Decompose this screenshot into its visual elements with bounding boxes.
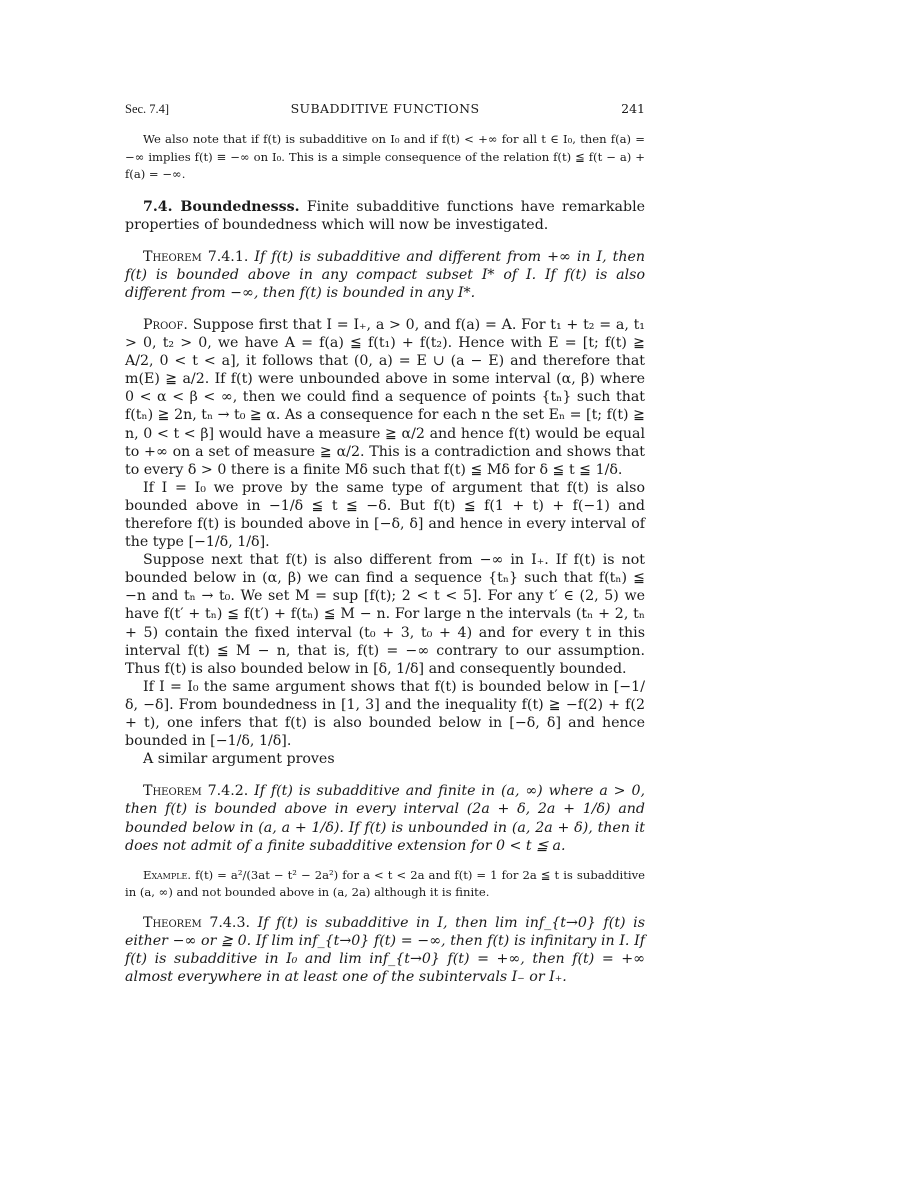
- proof-paragraph-5: A similar argument proves: [143, 751, 335, 768]
- proof-paragraph-2: If I = I₀ we prove by the same type of argument that f(t) is also bounded above in −1/δ ≦ t ≦ −δ. But f(t) ≦ f(1 + t) + f(−1) and therefore f(t) is bounded above in [−δ, δ] and hence in every interval of the type [−1/δ, 1/δ].: [125, 479, 645, 551]
- theorem-7-4-3: [125, 914, 645, 986]
- example-text: f(t) = a²/(3at − t² − 2a²) for a < t < 2a and f(t) = 1 for 2a ≦ t is subadditive in (a, ∞) and not bounded above in (a, 2a) although it is finite.: [125, 867, 646, 900]
- proof-paragraph-4: If I = I₀ the same argument shows that f(t) is bounded below in [−1/δ, −δ]. From boundedness in [1, 3] and the inequality f(t) ≧ −f(2) + f(2 + t), one infers that f(t) is also bounded below in [−δ, δ] and hence bounded in [−1/δ, 1/δ].: [125, 678, 645, 750]
- proof-text: Suppose first that I = I₊, a > 0, and f(a) = A. For t₁ + t₂ = a, t₁ > 0, t₂ > 0, we have A = f(a) ≦ f(t₁) + f(t₂). Hence with E = [t; f(t) ≧ A/2, 0 < t < a], it follows that (0, a) = E ∪ (a − E) and therefore that m(E) ≧ a/2. If f(t) were unbounded above in some interval (α, β) where 0 < α < β < ∞, then we could find a sequence of points {tₙ} such that f(tₙ) ≧ 2n, tₙ → t₀ ≧ α. As a consequence for each n the set Eₙ = [t; f(t) ≧ n, 0 < t < β] would have a measure ≧ α/2 and hence f(t) would be equal to +∞ on a set of measure ≧ α/2. This is a contradiction and shows that to every δ > 0 there is a finite Mδ such that f(t) ≦ Mδ for δ ≦ t ≦ 1/δ.: [125, 316, 645, 478]
- theorem-7-4-2: [125, 782, 645, 854]
- section-7-4-paragraph: [125, 198, 645, 234]
- theorem-statement: If f(t) is subadditive in I, then lim inf_{t→0} f(t) is either −∞ or ≧ 0. If lim inf_{t→0} f(t) = −∞, then f(t) is infinitary in I. If f(t) is subadditive in I₀ and lim inf_{t→0} f(t) = +∞, then f(t) = +∞ almost everywhere in at least one of the subintervals I₋ or I₊.: [125, 914, 645, 985]
- theorem-label: Theorem 7.4.1.: [143, 248, 249, 265]
- section-reference: Sec. 7.4]: [125, 102, 170, 116]
- intro-paragraph: We also note that if f(t) is subadditive on I₀ and if f(t) < +∞ for all t ∈ I₀, then f(a) = −∞ implies f(t) ≡ −∞ on I₀. This is a simple consequence of the relation f(t) ≦ f(t − a) + f(a) = −∞.: [125, 132, 645, 181]
- page-number: 241: [621, 101, 645, 116]
- section-heading: 7.4. Boundednesss.: [143, 198, 300, 215]
- section-intro-text: Finite subadditive functions have remarkable properties of boundedness which will now be investigated.: [125, 198, 645, 233]
- theorem-label: Theorem 7.4.2.: [143, 783, 249, 800]
- running-header: [125, 101, 645, 117]
- proof-label: Proof.: [143, 316, 188, 333]
- theorem-statement: If f(t) is subadditive and different from +∞ in I, then f(t) is bounded above in any compact subset I* of I. If f(t) is also different from −∞, then f(t) is bounded in any I*.: [125, 248, 645, 301]
- theorem-statement: If f(t) is subadditive and finite in (a, ∞) where a > 0, then f(t) is bounded above in every interval (2a + δ, 2a + 1/δ) and bounded below in (a, a + 1/δ). If f(t) is unbounded in (a, 2a + δ), then it does not admit of a finite subadditive extension for 0 < t ≦ a.: [125, 783, 645, 854]
- theorem-7-4-1: [125, 248, 645, 302]
- theorem-label: Theorem 7.4.3.: [143, 914, 250, 931]
- proof-paragraph-1: [125, 316, 645, 479]
- example-label: Example.: [143, 867, 192, 882]
- example-paragraph: [125, 867, 645, 902]
- running-title: SUBADDITIVE FUNCTIONS: [290, 101, 480, 116]
- proof-paragraph-3: Suppose next that f(t) is also different from −∞ in I₊. If f(t) is not bounded below in (α, β) we can find a sequence {tₙ} such that f(tₙ) ≦ −n and tₙ → t₀. We set M = sup [f(t); 2 < t < 5]. For any t′ ∈ (2, 5) we have f(t′ + tₙ) ≦ f(t′) + f(tₙ) ≦ M − n. For large n the intervals (tₙ + 2, tₙ + 5) contain the fixed interval (t₀ + 3, t₀ + 4) and for every t in this interval f(t) ≦ M − n, that is, f(t) = −∞ contrary to our assumption. Thus f(t) is also bounded below in [δ, 1/δ] and consequently bounded.: [125, 552, 645, 677]
- text-column: [125, 131, 645, 986]
